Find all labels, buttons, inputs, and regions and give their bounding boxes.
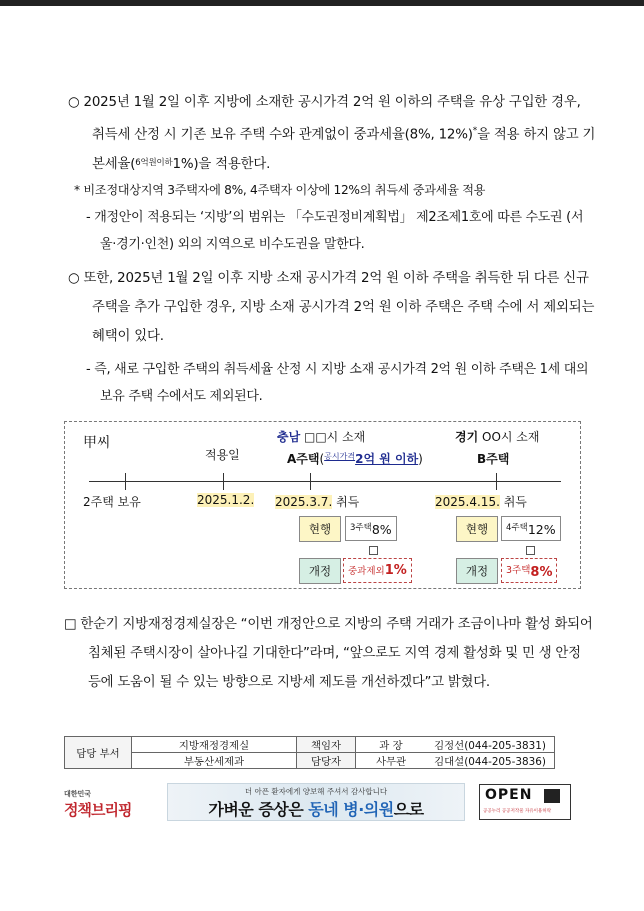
a-date-label [275,493,359,510]
dept-2: 부동산세제과 [132,753,297,769]
closing-body [64,610,596,697]
paragraph-1-line-2-end: 을 적용 [477,127,520,143]
resp-name: 김정선(044-205-3831) [426,737,555,753]
paragraph-1-line-3-end: 1%)을 적용한다. [172,157,271,173]
brand-small: 대한민국 [64,790,92,798]
tick-b [496,473,497,490]
a-paren-close: ) [418,452,423,466]
start-label: 2주택 보유 [83,495,141,509]
apply-label: 적용일 [205,448,240,462]
sub-point-2-line-2: 대의 보유 주택 수에서도 제외된다. [100,362,589,404]
tick-start [125,473,126,490]
apply-date: 2025.1.2. [197,493,255,507]
a-revised-rate: 1% [384,563,407,578]
paragraph-2-line-3: 서 제외되는 혜택이 있다. [92,300,595,344]
small-note: 6억원이하 [135,158,173,169]
staff-name: 김대설(044-205-3836) [426,753,555,769]
b-current-rate: 12% [527,522,556,537]
timeline-axis [89,481,561,482]
a-house-label [287,450,423,467]
a-house-name: A주택 [287,452,320,466]
closing-line-3: 생 안정 등에 도움이 될 수 있는 방향으로 지방세 제도를 개선하겠다”고 밝혔다. [88,646,581,690]
b-date: 2025.4.15. [435,495,500,509]
b-date-label [435,493,527,510]
b-current-small: 4주택 [506,523,528,533]
open-license-logo [479,784,571,820]
tick-a [310,473,311,490]
arrow-box-a [369,546,378,555]
a-region-name: 충남 [277,430,301,444]
a-current-rate: 8% [371,522,392,537]
license-icon [544,789,560,803]
footnote: * 비조정대상지역 3주택자에 8%, 4주택자 이상에 12%의 취득세 중과세율 적용 [74,183,486,197]
staff-title: 사무관 [356,753,427,769]
closing-line-1: □ 한순기 지방재정경제실장은 “이번 개정안으로 지방의 주택 거래가 조금이나마 활성 [64,617,551,632]
sub-point-1 [74,204,594,258]
a-revised-value [343,558,412,583]
banner-text-c: 으로 [393,800,424,819]
open-small: 공공누리 공공저작물 자유이용허락 [483,809,552,814]
paragraph-1-line-3: 하지 않고 기본세율( [92,127,596,173]
b-region-rest: OO시 소재 [478,430,540,444]
a-date: 2025.3.7. [275,495,333,509]
a-current-label: 현행 [299,516,341,542]
sub-point-1-body [74,204,594,258]
dept-1: 지방재정경제실 [132,737,297,753]
resp-title: 과 장 [356,737,427,753]
b-region-name: 경기 [455,430,479,444]
paragraph-2-body [64,264,596,351]
b-house-label: B주택 [477,452,510,466]
b-region [455,428,539,445]
a-revised-small: 중과제외 [348,566,385,577]
paragraph-2-line-2: 신규 주택을 추가 구입한 경우, 지방 소재 공시가격 2억 원 이하 주택은 주택 수에 [92,271,589,315]
closing-line-2: 화되어 침체된 주택시장이 살아나길 기대한다”라며, “앞으로도 지역 경제 활성화 및 민 [88,617,593,661]
banner-text-a: 가벼운 증상은 [208,800,309,819]
paragraph-2 [64,264,596,351]
sub-point-2-body [74,356,594,410]
person-label: 甲씨 [83,435,111,451]
b-current-value [501,516,561,541]
a-region-rest: □□시 소재 [300,430,366,444]
a-price: 2억 원 이하 [355,452,419,466]
a-revised-label: 개정 [299,558,341,584]
contact-table [64,736,555,769]
tick-apply [223,473,224,490]
b-action: 취득 [499,495,527,509]
banner-text-b: 동네 병·의원 [308,800,394,819]
sub-point-1-line-2: (서울·경기·인천) 외의 지역으로 비수도권을 말한다. [100,210,584,252]
sub-point-2-line-1: - 즉, 새로 구입한 주택의 취득세율 산정 시 지방 소재 공시가격 2억 원 이하 주택은 1세 [86,362,560,377]
timeline-diagram [64,421,581,589]
a-region [277,428,365,445]
a-current-small: 3주택 [350,523,372,533]
sub-point-2 [74,356,594,410]
arrow-box-b [526,546,535,555]
b-revised-small: 3주택 [506,565,531,576]
banner-main [168,797,464,820]
banner-small: 더 아픈 환자에게 양보해 주셔서 감사합니다 [244,787,388,796]
a-action: 취득 [332,495,360,509]
paragraph-2-line-1: ○ 또한, 2025년 1월 2일 이후 지방 소재 공시가격 2억 원 이하 주택을 취득한 뒤 다른 [68,271,560,286]
closing-paragraph [64,610,596,697]
b-revised-label: 개정 [456,558,498,584]
policy-briefing-logo [64,789,136,820]
paragraph-1-line-1: ○ 2025년 1월 2일 이후 지방에 소재한 공시가격 2억 원 이하의 주택을 유상 구입한 [68,95,548,110]
paragraph-1-line-2: 경우, 취득세 산정 시 기존 보유 주택 수와 관계없이 중과세율(8%, 12%) [92,95,581,143]
brand-name: 정책브리핑 [64,801,132,819]
top-border [0,0,644,6]
b-revised-value [501,558,557,583]
resp-label: 책임자 [297,737,356,753]
a-current-value [345,516,397,541]
paragraph-1-body [64,88,596,179]
b-revised-rate: 8% [530,565,553,580]
staff-label: 담당자 [297,753,356,769]
a-price-small: 공시가격 [324,452,356,461]
dept-label: 담당 부서 [65,737,132,769]
b-current-label: 현행 [456,516,498,542]
campaign-banner [167,783,465,821]
sub-point-1-line-1: - 개정안이 적용되는 ‘지방’의 범위는 「수도권정비계획법」 제2조제1호에 따른 수도권 [86,210,563,225]
open-label: OPEN [485,787,533,803]
footnote-marker: * [472,126,478,136]
footer [64,783,580,821]
a-paren-open: ( [319,452,325,466]
paragraph-1 [64,88,596,179]
